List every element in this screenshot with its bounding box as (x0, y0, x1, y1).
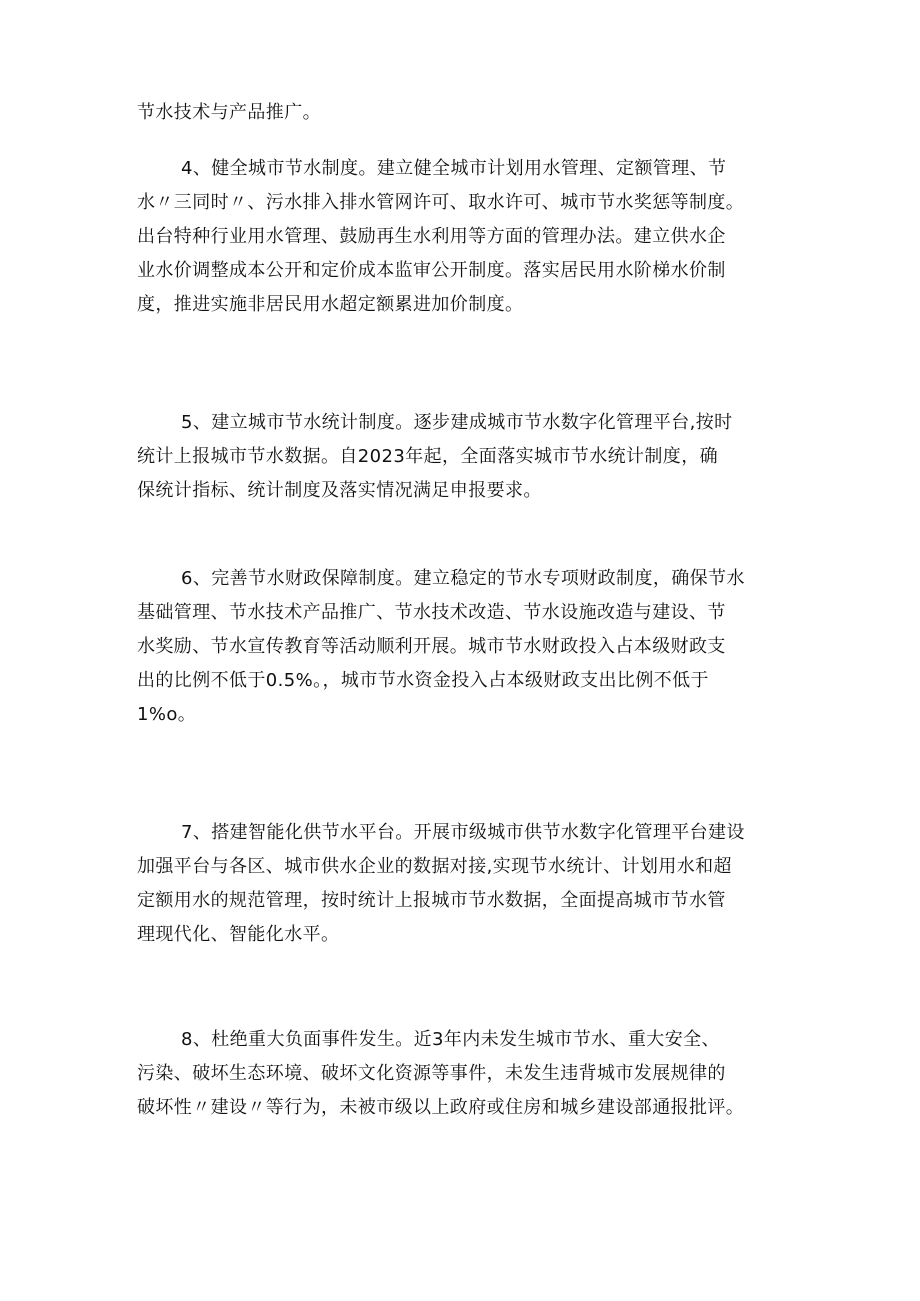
text-line: 理现代化、智能化水平。 (137, 924, 340, 945)
text-line: 水〃三同时〃、污水排入排水管网许可、取水许可、城市节水奖惩等制度。 (137, 192, 745, 213)
text-line: 统计上报城市节水数据。自2023年起，全面落实城市节水统计制度，确 (137, 446, 719, 467)
text-line: 定额用水的规范管理，按时统计上报城市节水数据，全面提高城市节水管 (137, 890, 726, 911)
text-line: 出的比例不低于0.5%。，城市节水资金投入占本级财政支出比例不低于 (137, 670, 709, 691)
paragraph-item-5 (137, 406, 797, 508)
text-line: 6、完善节水财政保障制度。建立稳定的节水专项财政制度，确保节水 (181, 568, 745, 589)
paragraph-item-8 (137, 1023, 797, 1125)
text-line: 破坏性〃建设〃等行为，未被市级以上政府或住房和城乡建设部通报批评。 (137, 1097, 745, 1118)
text-line: 出台特种行业用水管理、鼓励再生水利用等方面的管理办法。建立供水企 (137, 226, 726, 247)
paragraph-item-7 (137, 816, 797, 952)
text-line: 8、杜绝重大负面事件发生。近3年内未发生城市节水、重大安全、 (181, 1029, 720, 1050)
text-line: 7、搭建智能化供节水平台。开展市级城市供节水数字化管理平台建设 (181, 822, 745, 843)
text-line: 业水价调整成本公开和定价成本监审公开制度。落实居民用水阶梯水价制 (137, 260, 726, 281)
text-line: 节水技术与产品推广。 (137, 102, 321, 123)
text-line: 基础管理、节水技术产品推广、节水技术改造、节水设施改造与建设、节 (137, 602, 726, 623)
text-line: 加强平台与各区、城市供水企业的数据对接,实现节水统计、计划用水和超 (137, 856, 732, 877)
text-line: 污染、破坏生态环境、破坏文化资源等事件，未发生违背城市发展规律的 (137, 1063, 726, 1084)
text-line: 5、建立城市节水统计制度。逐步建成城市节水数字化管理平台,按时 (181, 412, 733, 433)
paragraph-item-6 (137, 562, 797, 732)
paragraph-continuation (137, 96, 797, 130)
text-line: 度，推进实施非居民用水超定额累进加价制度。 (137, 294, 524, 315)
text-line: 1%o。 (137, 704, 197, 725)
text-line: 保统计指标、统计制度及落实情况满足申报要求。 (137, 480, 542, 501)
paragraph-item-4 (137, 152, 797, 322)
text-line: 4、健全城市节水制度。建立健全城市计划用水管理、定额管理、节 (181, 158, 727, 179)
text-line: 水奖励、节水宣传教育等活动顺利开展。城市节水财政投入占本级财政支 (137, 636, 726, 657)
